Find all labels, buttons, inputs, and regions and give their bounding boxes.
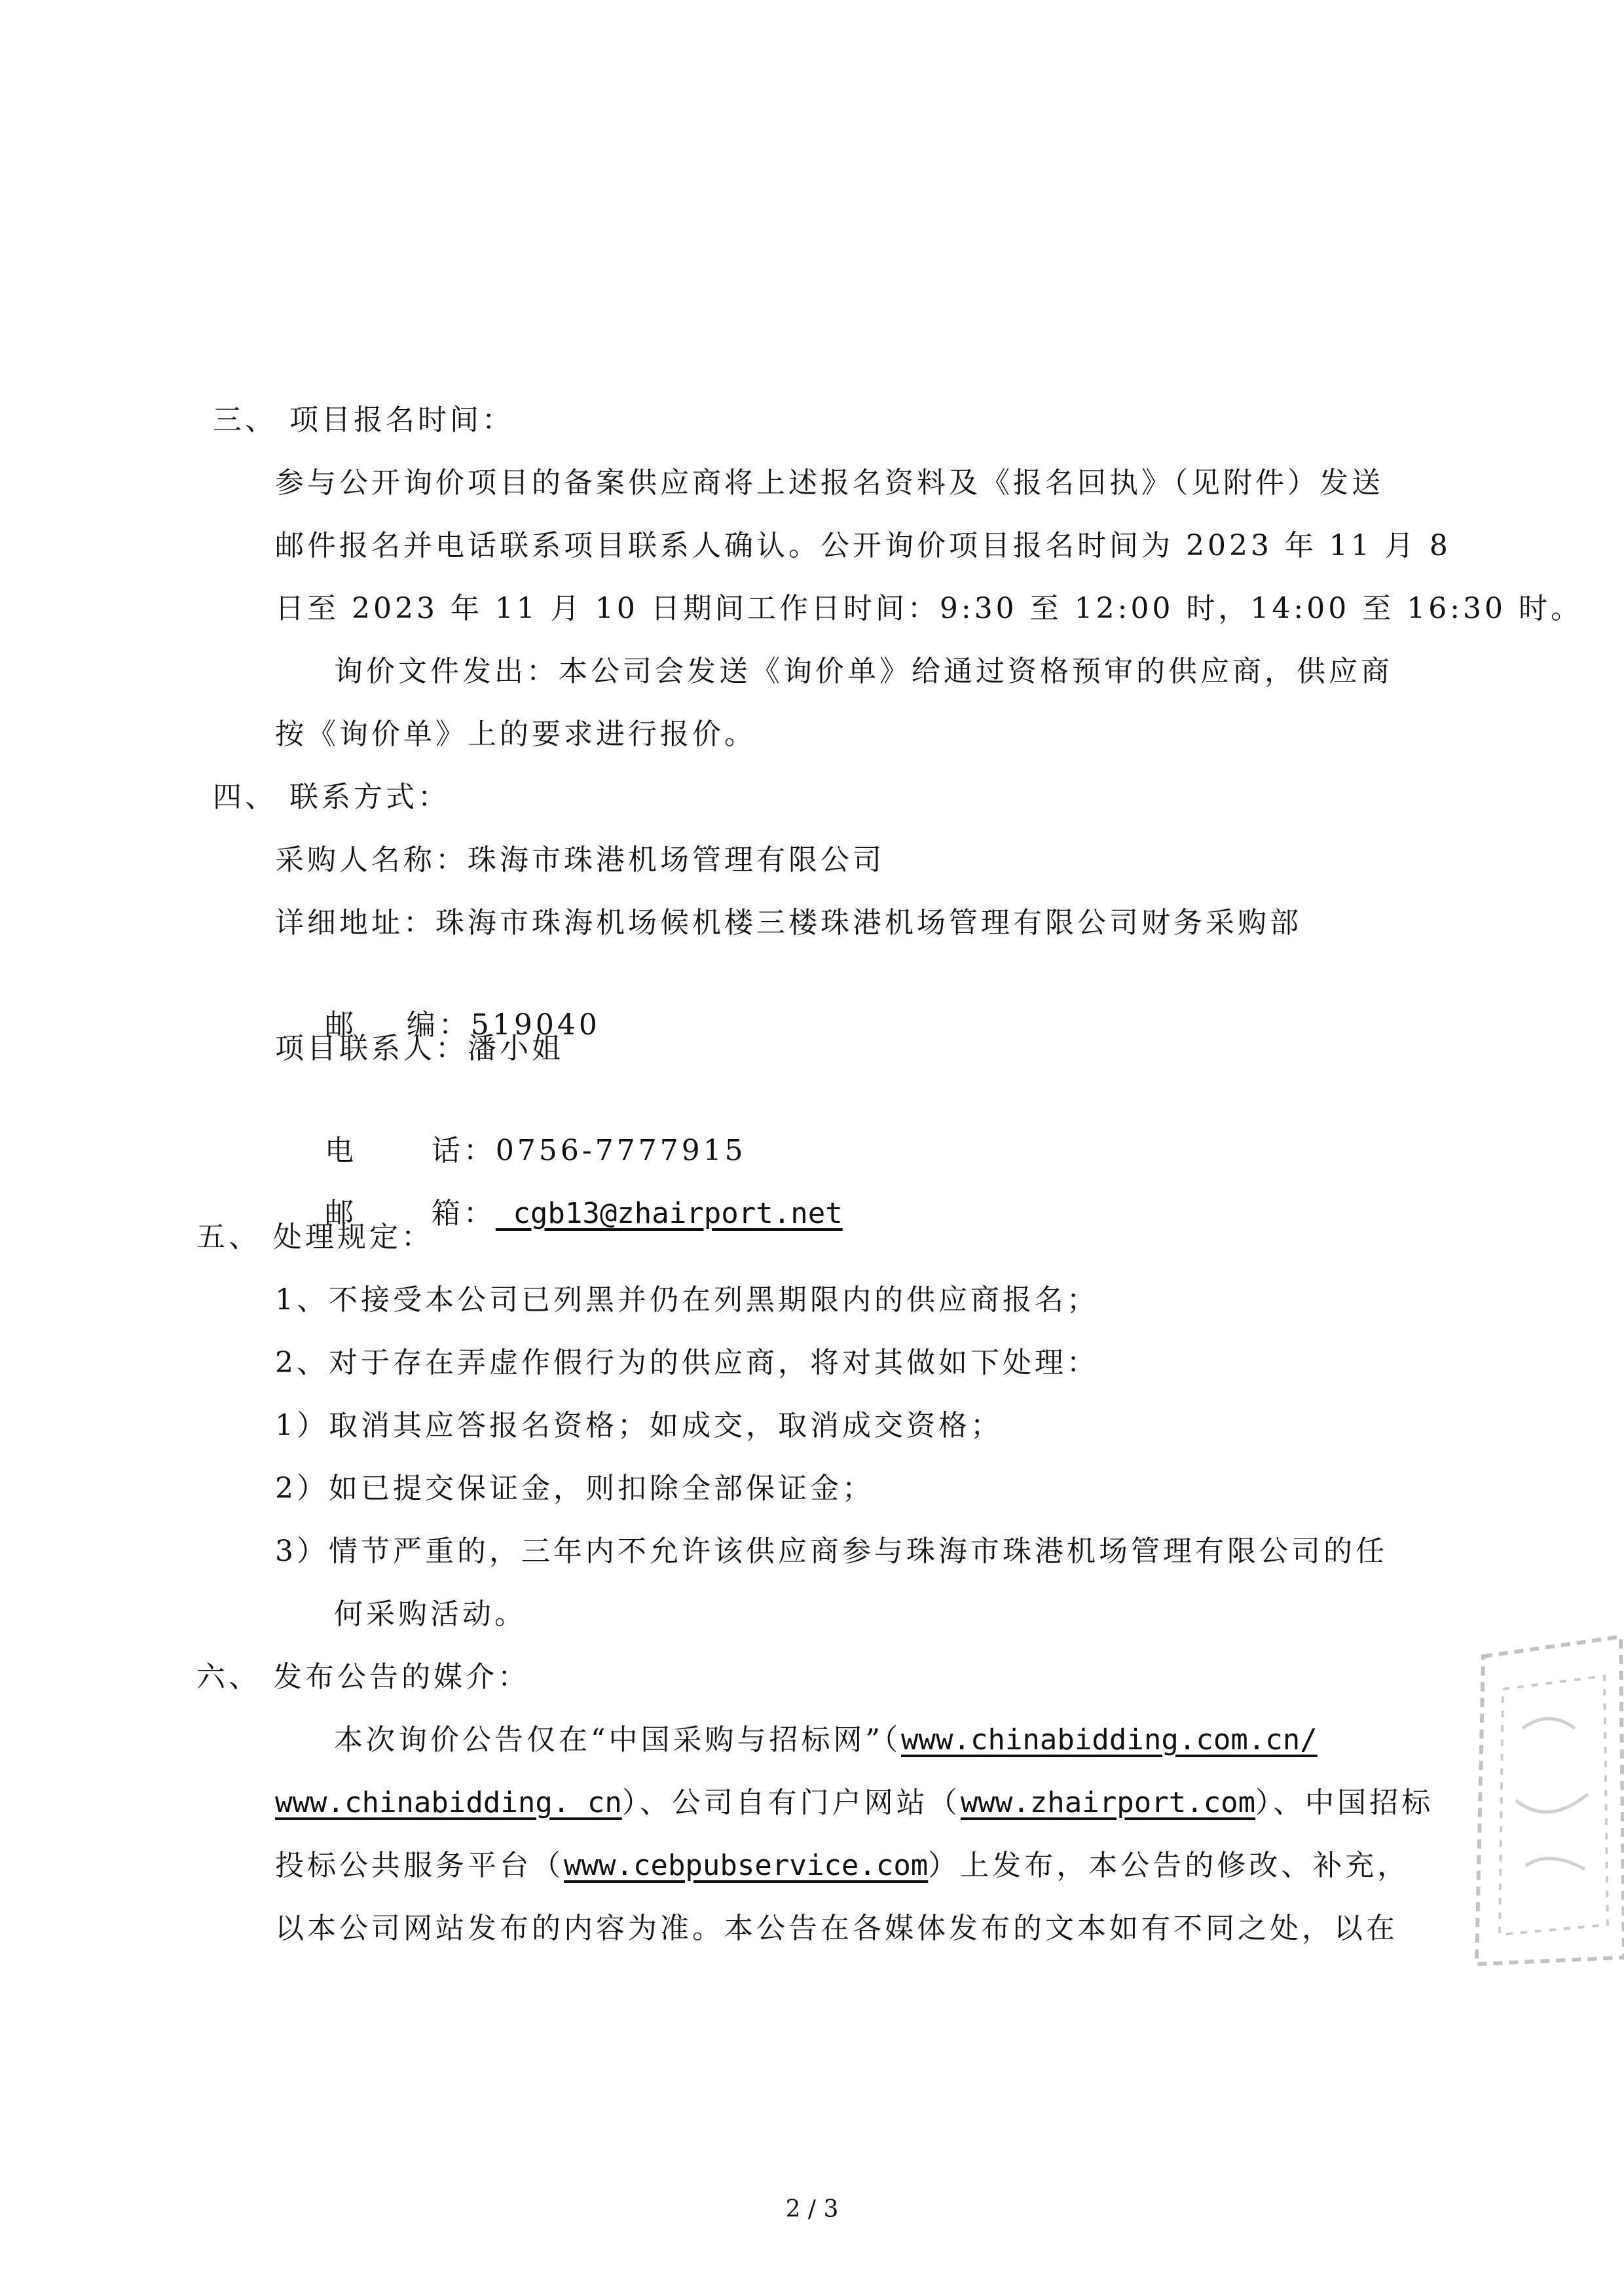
- buyer-label: 采购人名称：: [275, 843, 468, 877]
- email-link[interactable]: cgb13@zhairport.net: [495, 1197, 843, 1230]
- s3-p1-line-3: 日至 2023 年 11 月 10 日期间工作日时间：9:30 至 12:00 时，14:00 至 16:30 时。: [275, 592, 1583, 625]
- address-value: 珠海市珠海机场候机楼三楼珠港机场管理有限公司财务采购部: [435, 906, 1302, 939]
- media-line-4: 以本公司网站发布的内容为准。本公告在各媒体发布的文本如有不同之处，以在: [275, 1912, 1398, 1945]
- rule-subitem-3: 3）情节严重的，三年内不允许该供应商参与珠海市珠港机场管理有限公司的任: [275, 1535, 1388, 1568]
- media-text: ）、公司自有门户网站（: [621, 1786, 961, 1819]
- media-line-1: [334, 1721, 1318, 1760]
- media-text: 本次询价公告仅在“中国采购与招标网”（: [334, 1723, 901, 1757]
- address-row: [275, 903, 1302, 943]
- buyer-name: 珠海市珠港机场管理有限公司: [468, 843, 885, 877]
- rule-item-2: 2、对于存在弄虚作假行为的供应商，将对其做如下处理：: [275, 1346, 1099, 1379]
- media-text: ）上发布，本公告的修改、补充，: [928, 1849, 1410, 1882]
- phone-label: 电 话：: [324, 1134, 496, 1167]
- contact-label: 项目联系人：: [275, 1032, 468, 1065]
- postcode-value: 519040: [470, 1008, 600, 1042]
- media-line-2: [275, 1783, 1433, 1823]
- section-5-heading: 五、 处理规定：: [196, 1220, 434, 1254]
- contact-value: 潘小姐: [468, 1032, 564, 1065]
- contact-row: [275, 1029, 564, 1068]
- rule-subitem-1: 1）取消其应答报名资格；如成交，取消成交资格；: [275, 1409, 1003, 1442]
- rule-subitem-3-cont: 何采购活动。: [334, 1597, 526, 1631]
- zhairport-link[interactable]: www.zhairport.com: [960, 1786, 1256, 1819]
- s3-p2-line-2: 按《询价单》上的要求进行报价。: [275, 718, 756, 751]
- chinabidding-cn-link[interactable]: www.chinabidding. cn: [275, 1786, 622, 1819]
- section-6-heading: 六、 发布公告的媒介：: [196, 1660, 530, 1694]
- rule-item-1: 1、不接受本公司已列黑并仍在列黑期限内的供应商报名；: [275, 1283, 1099, 1317]
- email-label: 邮 箱：: [324, 1197, 496, 1230]
- postcode-label: 邮 编：: [324, 1008, 471, 1042]
- phone-value: 0756-7777915: [495, 1134, 747, 1167]
- address-label: 详细地址：: [275, 906, 435, 939]
- cebpubservice-link[interactable]: www.cebpubservice.com: [564, 1849, 929, 1882]
- media-text: ）、中国招标: [1255, 1786, 1434, 1819]
- s3-p1-line-1: 参与公开询价项目的备案供应商将上述报名资料及《报名回执》（见附件）发送: [275, 466, 1384, 500]
- chinabidding-com-link[interactable]: www.chinabidding.com.cn/: [901, 1723, 1318, 1757]
- s3-p1-line-2: 邮件报名并电话联系项目联系人确认。公开询价项目报名时间为 2023 年 11 月 8: [275, 529, 1451, 562]
- s3-p2-line-1: 询价文件发出：本公司会发送《询价单》给通过资格预审的供应商，供应商: [334, 655, 1393, 688]
- page-number: 2 / 3: [785, 2196, 839, 2223]
- buyer-row: [275, 841, 885, 880]
- section-3-heading: 三、 项目报名时间：: [213, 403, 514, 437]
- media-line-3: [275, 1846, 1409, 1886]
- seal-stamp-icon: [1464, 1630, 1624, 1971]
- rule-subitem-2: 2）如已提交保证金，则扣除全部保证金；: [275, 1472, 874, 1505]
- section-4-heading: 四、 联系方式：: [213, 780, 450, 814]
- media-text: 投标公共服务平台（: [275, 1849, 564, 1882]
